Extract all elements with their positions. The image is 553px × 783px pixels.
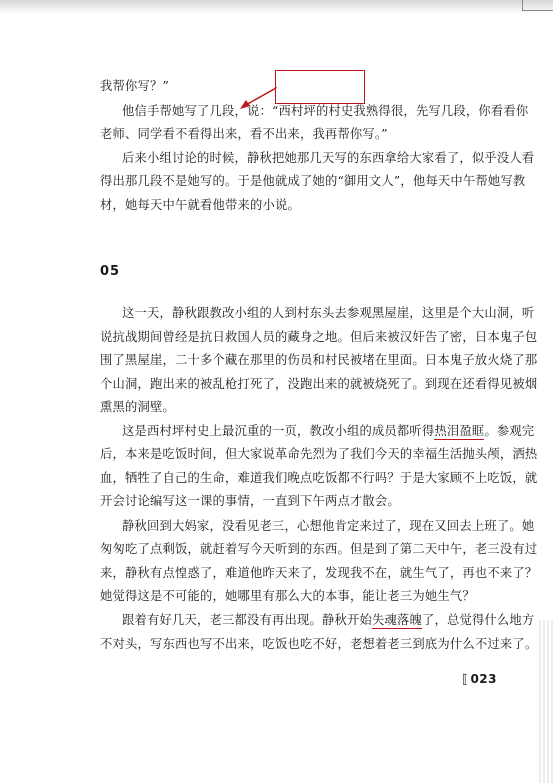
paragraph-line: 静秋回到大妈家，没看见老三，心想他肯定来过了，现在又回去上班了。她 [122, 519, 535, 533]
paragraph-line [122, 423, 534, 439]
paragraph-line: 血，牺牲了自己的生命，难道我们晚点吃饭都不行吗？于是大家顾不上吃饭，就 [100, 471, 538, 485]
paragraph-line: 他信手帮她写了几段，说：“西村坪的村史我熟得很，先写几段，你看看你 [122, 104, 529, 118]
paragraph-line: 得出那几段不是她写的。于是他就成了她的“御用文人”，他每天中午帮她写教 [100, 174, 526, 188]
paragraph-line: 不对头，写东西也写不出来，吃饭也吃不好，老想着老三到底为什么不过来了。 [100, 637, 538, 651]
paragraph-line: 围了黑屋崖，二十多个藏在那里的伤员和村民被堵在里面。日本鬼子放火烧了那 [100, 353, 538, 367]
line-text: 。参观完 [484, 424, 535, 438]
paragraph-line: 开会讨论编写这一课的事情，一直到下午两点才散会。 [100, 494, 400, 508]
paragraph-line [122, 612, 534, 628]
corner-mark [522, 0, 553, 11]
annotation-callout-box [275, 70, 365, 104]
paragraph-line: 材，她每天中午就看他带来的小说。 [100, 198, 300, 212]
paragraph-line: 熏黑的洞壁。 [100, 400, 175, 414]
section-number: 05 [100, 264, 121, 279]
line-text: 了，总觉得什么地方 [421, 613, 535, 627]
line-text: 这是西村坪村史上最沉重的一页，教改小组的成员都听得 [122, 424, 435, 438]
highlighted-phrase: 失魂落魄 [371, 613, 422, 627]
paragraph-line: 后来小组讨论的时候，静秋把她那几天写的东西拿给大家看了，似乎没人看 [122, 151, 535, 165]
paragraph-line: 来，静秋有点惶惑了，难道他昨天来了，发现我不在，就生气了，再也不来了？ [100, 566, 538, 580]
paragraph-line: 这一天，静秋跟教改小组的人到村东头去参观黑屋崖，这里是个大山洞，听 [122, 306, 535, 320]
paragraph-line: 说抗战期间曾经是抗日救国人员的藏身之地。但后来被汉奸告了密，日本鬼子包 [100, 330, 538, 344]
page-edge [0, 0, 553, 14]
page-bracket-icon: ⟦ [462, 672, 469, 686]
paragraph-line: 后，本来是吃饭时间，但大家说革命先烈为了我们今天的幸福生活抛头颅，洒热 [100, 447, 538, 461]
paragraph-line: 她觉得这是不可能的，她哪里有那么大的本事，能让老三为她生气？ [100, 589, 475, 603]
paragraph-line: 老师、同学看不看得出来，看不出来，我再帮你写。” [100, 127, 388, 141]
paragraph-line: 个山洞，跑出来的被乱枪打死了，没跑出来的就被烧死了。到现在还看得见被烟 [100, 377, 538, 391]
page-number-text: 023 [470, 672, 498, 686]
line-text: 跟着有好几天，老三都没有再出现。静秋开始 [122, 613, 372, 627]
highlighted-phrase: 热泪盈眶 [434, 424, 485, 438]
page-edge-shadow [537, 620, 553, 783]
paragraph-line: 我帮你写？” [100, 79, 169, 93]
paragraph-line: 匆匆吃了点剩饭，就赶着写今天听到的东西。但是到了第二天中午，老三没有过 [100, 542, 538, 556]
page-number [462, 672, 497, 686]
